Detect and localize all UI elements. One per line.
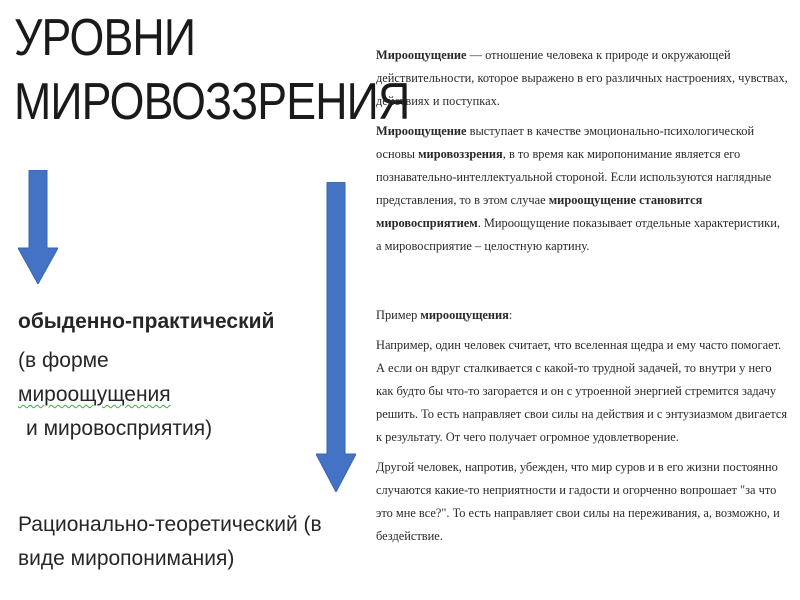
- definition-paragraph: [376, 44, 788, 113]
- term-bold: Мироощущение: [376, 124, 467, 138]
- relation-text-b: , в то время как миропонимание является его познавательно-интеллектуальной стороной. Если используются наглядные представления, то в этом случае: [376, 147, 772, 207]
- slide-title: [14, 6, 409, 134]
- example-paragraph-1: Например, один человек считает, что вселенная щедра и ему часто помогает. А если он вдруг сталкивается с какой-то трудной задачей, то внутри у него как будто бы что-то загорается и он с утроенной энергией стремится задачу решить. То есть направляет свои силы на действия и с энтузиазмом двигается к результату. От чего получает огромное удовлетворение.: [376, 338, 788, 444]
- definition-text: — отношение человека к природе и окружающей действительности, которое выражено в его различных настроениях, чувствах, действиях и поступках.: [376, 48, 788, 108]
- arrow-down-long-icon: [316, 182, 356, 492]
- level-2-text: Рационально-теоретический (в виде миропонимания): [18, 513, 322, 570]
- level-1-name: обыденно-практический: [18, 310, 275, 333]
- relation-text-a: выступает в качестве эмоционально-психологической основы: [376, 124, 755, 161]
- title-line-1: УРОВНИ: [14, 9, 196, 67]
- level-1-note: [18, 344, 212, 446]
- arrow-down-short-icon: [18, 170, 58, 284]
- level-1-note-line-1: (в форме мироощущения: [18, 344, 212, 412]
- example-suffix: :: [508, 308, 513, 322]
- level-1-note-line-2: и мировосприятия): [26, 417, 213, 440]
- relation-text-c: . Мироощущение показывает отдельные характеристики, а мировосприятие – целостную картину.: [376, 216, 780, 253]
- title-line-2: МИРОВОЗЗРЕНИЯ: [14, 73, 410, 131]
- example-heading: [376, 304, 788, 327]
- term-bold: мироощущения: [420, 308, 509, 322]
- relation-paragraph: [376, 120, 788, 258]
- spellcheck-underlined-word: мироощущения: [18, 383, 171, 406]
- definition-text-block: [376, 44, 788, 555]
- term-bold: Мироощущение: [376, 48, 467, 62]
- term-bold: мироощущение становится мировосприятием: [376, 193, 703, 230]
- term-bold: мировоззрения: [418, 147, 503, 161]
- example-prefix: Пример: [376, 308, 421, 322]
- example-paragraph-2: Другой человек, напротив, убежден, что мир суров и в его жизни постоянно случаются какие-то неприятности и гадости и огорченно вопрошает "за что это мне все?". То есть направляет свои силы на переживания, а, возможно, и бездействие.: [376, 460, 780, 543]
